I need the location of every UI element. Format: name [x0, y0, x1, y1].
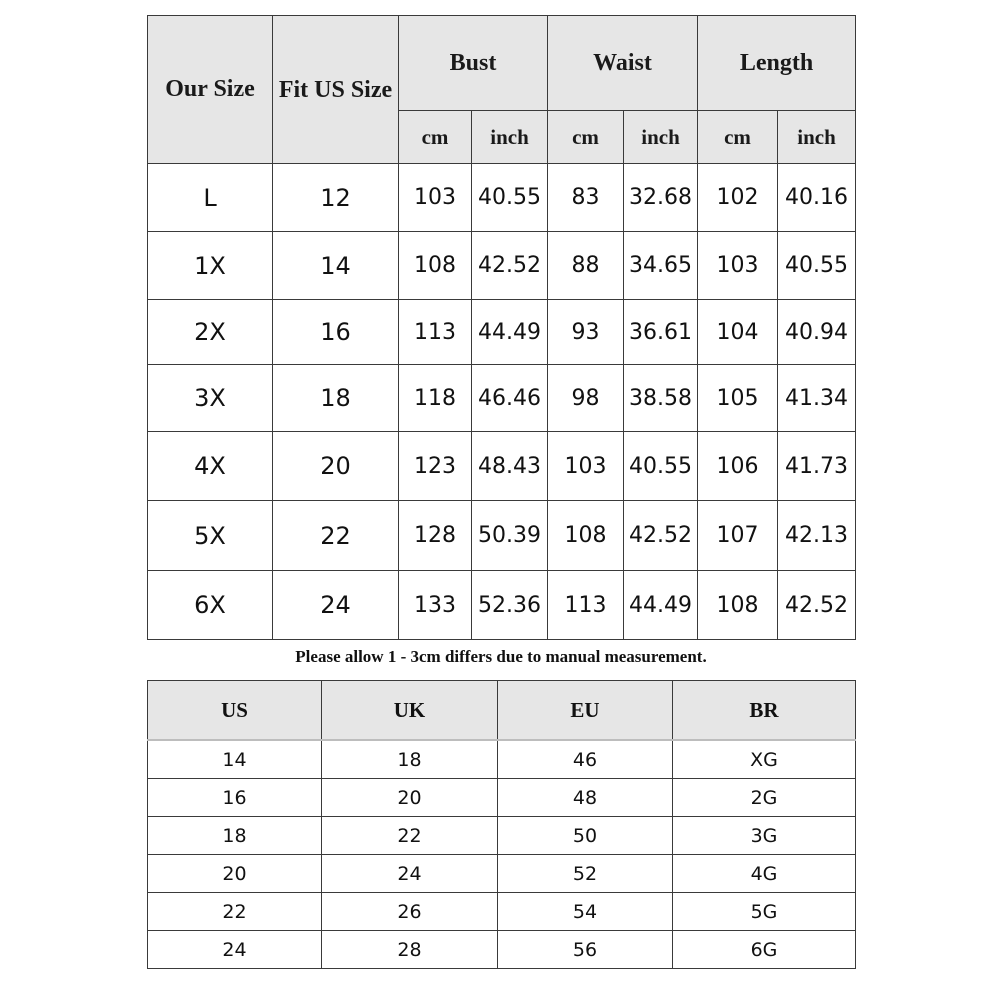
bust-cm-cell: 128	[399, 501, 472, 571]
eu-cell: 48	[498, 779, 673, 817]
table-row	[148, 740, 856, 779]
header-length-inch: inch	[778, 111, 856, 164]
size-chart-body	[148, 164, 856, 640]
eu-cell: 54	[498, 893, 673, 931]
header-fit-us-size: Fit US Size	[273, 16, 399, 164]
header-our-size: Our Size	[148, 16, 273, 164]
header-us: US	[148, 681, 322, 741]
fit-us-cell: 22	[273, 501, 399, 571]
waist-inch-cell: 42.52	[624, 501, 698, 571]
our-size-cell: 6X	[148, 571, 273, 640]
br-cell: 2G	[673, 779, 856, 817]
br-cell: XG	[673, 740, 856, 779]
header-bust: Bust	[399, 16, 548, 111]
waist-inch-cell: 36.61	[624, 300, 698, 365]
length-inch-cell: 41.34	[778, 365, 856, 432]
length-inch-cell: 41.73	[778, 432, 856, 501]
header-eu: EU	[498, 681, 673, 741]
bust-cm-cell: 103	[399, 164, 472, 232]
waist-cm-cell: 98	[548, 365, 624, 432]
length-cm-cell: 104	[698, 300, 778, 365]
bust-inch-cell: 44.49	[472, 300, 548, 365]
waist-cm-cell: 103	[548, 432, 624, 501]
waist-cm-cell: 88	[548, 232, 624, 300]
us-cell: 16	[148, 779, 322, 817]
uk-cell: 24	[322, 855, 498, 893]
uk-cell: 26	[322, 893, 498, 931]
size-conversion-body	[148, 740, 856, 969]
table-row	[148, 432, 856, 501]
table-row	[148, 817, 856, 855]
header-bust-cm: cm	[399, 111, 472, 164]
waist-inch-cell: 40.55	[624, 432, 698, 501]
length-cm-cell: 105	[698, 365, 778, 432]
bust-inch-cell: 50.39	[472, 501, 548, 571]
eu-cell: 56	[498, 931, 673, 969]
br-cell: 4G	[673, 855, 856, 893]
length-inch-cell: 42.52	[778, 571, 856, 640]
length-cm-cell: 107	[698, 501, 778, 571]
length-cm-cell: 103	[698, 232, 778, 300]
table-row	[148, 779, 856, 817]
fit-us-cell: 16	[273, 300, 399, 365]
bust-inch-cell: 42.52	[472, 232, 548, 300]
our-size-cell: 3X	[148, 365, 273, 432]
header-waist-inch: inch	[624, 111, 698, 164]
length-inch-cell: 42.13	[778, 501, 856, 571]
our-size-cell: 4X	[148, 432, 273, 501]
header-uk: UK	[322, 681, 498, 741]
size-conversion-table	[147, 680, 856, 969]
fit-us-cell: 18	[273, 365, 399, 432]
bust-inch-cell: 48.43	[472, 432, 548, 501]
uk-cell: 20	[322, 779, 498, 817]
header-br: BR	[673, 681, 856, 741]
bust-cm-cell: 133	[399, 571, 472, 640]
br-cell: 6G	[673, 931, 856, 969]
size-chart-table	[147, 15, 856, 640]
waist-cm-cell: 93	[548, 300, 624, 365]
header-waist-cm: cm	[548, 111, 624, 164]
uk-cell: 18	[322, 740, 498, 779]
waist-inch-cell: 44.49	[624, 571, 698, 640]
table-row	[148, 931, 856, 969]
our-size-cell: 1X	[148, 232, 273, 300]
eu-cell: 50	[498, 817, 673, 855]
waist-inch-cell: 38.58	[624, 365, 698, 432]
fit-us-cell: 14	[273, 232, 399, 300]
table-row	[148, 893, 856, 931]
table-row	[148, 164, 856, 232]
fit-us-cell: 12	[273, 164, 399, 232]
us-cell: 22	[148, 893, 322, 931]
header-length-cm: cm	[698, 111, 778, 164]
measurement-note: Please allow 1 - 3cm differs due to manual measurement.	[295, 647, 707, 666]
bust-inch-cell: 46.46	[472, 365, 548, 432]
length-inch-cell: 40.16	[778, 164, 856, 232]
header-waist: Waist	[548, 16, 698, 111]
our-size-cell: 2X	[148, 300, 273, 365]
fit-us-cell: 24	[273, 571, 399, 640]
length-cm-cell: 106	[698, 432, 778, 501]
bust-cm-cell: 123	[399, 432, 472, 501]
length-inch-cell: 40.55	[778, 232, 856, 300]
our-size-cell: L	[148, 164, 273, 232]
bust-cm-cell: 113	[399, 300, 472, 365]
header-bust-inch: inch	[472, 111, 548, 164]
waist-cm-cell: 83	[548, 164, 624, 232]
eu-cell: 46	[498, 740, 673, 779]
table-row	[148, 501, 856, 571]
eu-cell: 52	[498, 855, 673, 893]
length-cm-cell: 108	[698, 571, 778, 640]
waist-cm-cell: 108	[548, 501, 624, 571]
uk-cell: 28	[322, 931, 498, 969]
table-row	[148, 365, 856, 432]
us-cell: 14	[148, 740, 322, 779]
waist-inch-cell: 34.65	[624, 232, 698, 300]
fit-us-cell: 20	[273, 432, 399, 501]
us-cell: 18	[148, 817, 322, 855]
our-size-cell: 5X	[148, 501, 273, 571]
bust-inch-cell: 40.55	[472, 164, 548, 232]
length-cm-cell: 102	[698, 164, 778, 232]
table-row	[148, 855, 856, 893]
header-length: Length	[698, 16, 856, 111]
br-cell: 3G	[673, 817, 856, 855]
us-cell: 20	[148, 855, 322, 893]
table-row	[148, 232, 856, 300]
waist-cm-cell: 113	[548, 571, 624, 640]
uk-cell: 22	[322, 817, 498, 855]
bust-cm-cell: 118	[399, 365, 472, 432]
bust-cm-cell: 108	[399, 232, 472, 300]
bust-inch-cell: 52.36	[472, 571, 548, 640]
us-cell: 24	[148, 931, 322, 969]
table-row	[148, 300, 856, 365]
table-row	[148, 571, 856, 640]
length-inch-cell: 40.94	[778, 300, 856, 365]
br-cell: 5G	[673, 893, 856, 931]
waist-inch-cell: 32.68	[624, 164, 698, 232]
